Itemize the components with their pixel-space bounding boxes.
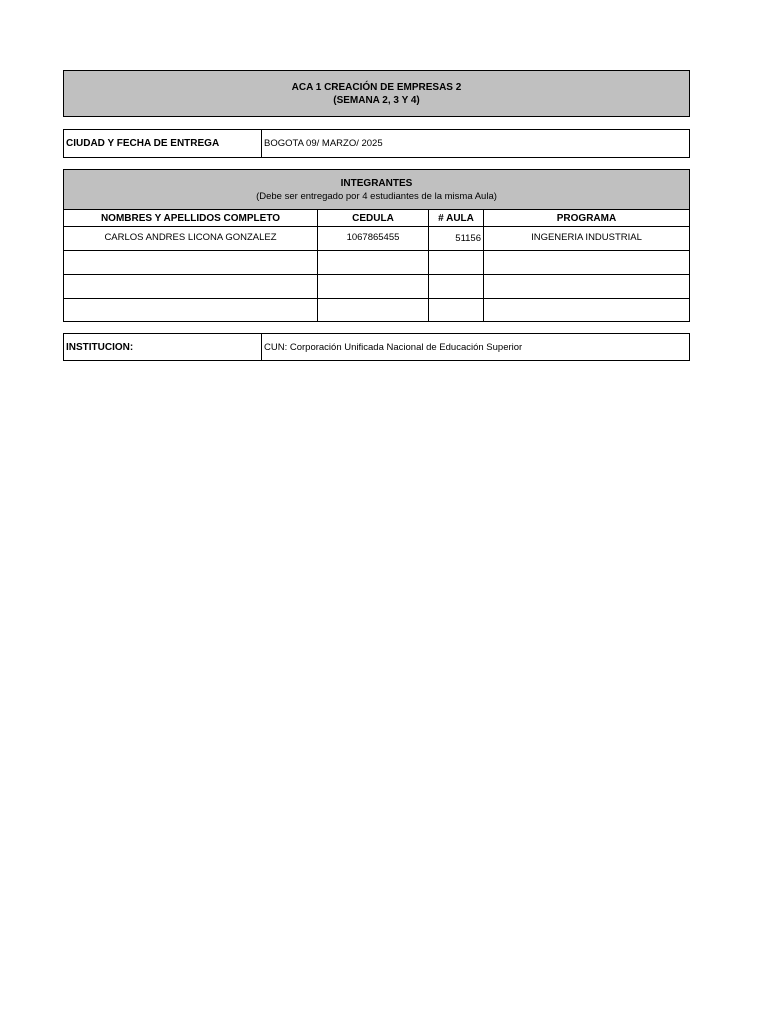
member-name <box>64 275 318 298</box>
delivery-value: BOGOTA 09/ MARZO/ 2025 <box>264 138 383 149</box>
member-name: CARLOS ANDRES LICONA GONZALEZ <box>64 227 318 250</box>
document-subtitle: (SEMANA 2, 3 Y 4) <box>333 94 420 106</box>
column-header-id: CEDULA <box>318 210 429 226</box>
member-name <box>64 299 318 322</box>
members-note: (Debe ser entregado por 4 estudiantes de la misma Aula) <box>256 190 497 202</box>
members-header <box>64 170 689 210</box>
member-program <box>484 275 689 298</box>
member-classroom <box>429 275 484 298</box>
member-name <box>64 251 318 274</box>
delivery-label: CIUDAD Y FECHA DE ENTREGA <box>64 130 262 157</box>
table-row <box>64 299 689 322</box>
table-row <box>64 275 689 299</box>
members-title: INTEGRANTES <box>340 177 413 189</box>
member-id <box>318 251 429 274</box>
member-classroom: 51156 <box>429 227 484 250</box>
institution-row <box>63 333 690 361</box>
member-program <box>484 299 689 322</box>
table-row <box>64 227 689 251</box>
delivery-row <box>63 129 690 158</box>
column-header-program: PROGRAMA <box>556 212 617 224</box>
table-row <box>64 251 689 275</box>
member-classroom <box>429 299 484 322</box>
member-id <box>318 299 429 322</box>
member-id: 1067865455 <box>318 227 429 250</box>
institution-label: INSTITUCION: <box>64 334 262 360</box>
table-header-row <box>64 210 689 227</box>
members-table <box>63 169 690 322</box>
column-header-classroom: # AULA <box>429 210 484 226</box>
document-title: ACA 1 CREACIÓN DE EMPRESAS 2 <box>291 81 462 93</box>
member-id <box>318 275 429 298</box>
column-header-name: NOMBRES Y APELLIDOS COMPLETO <box>64 210 318 226</box>
document-title-block <box>63 70 690 117</box>
member-classroom <box>429 251 484 274</box>
institution-value: CUN: Corporación Unificada Nacional de Educación Superior <box>264 341 523 353</box>
member-program: INGENERIA INDUSTRIAL <box>531 232 642 243</box>
member-program <box>484 251 689 274</box>
